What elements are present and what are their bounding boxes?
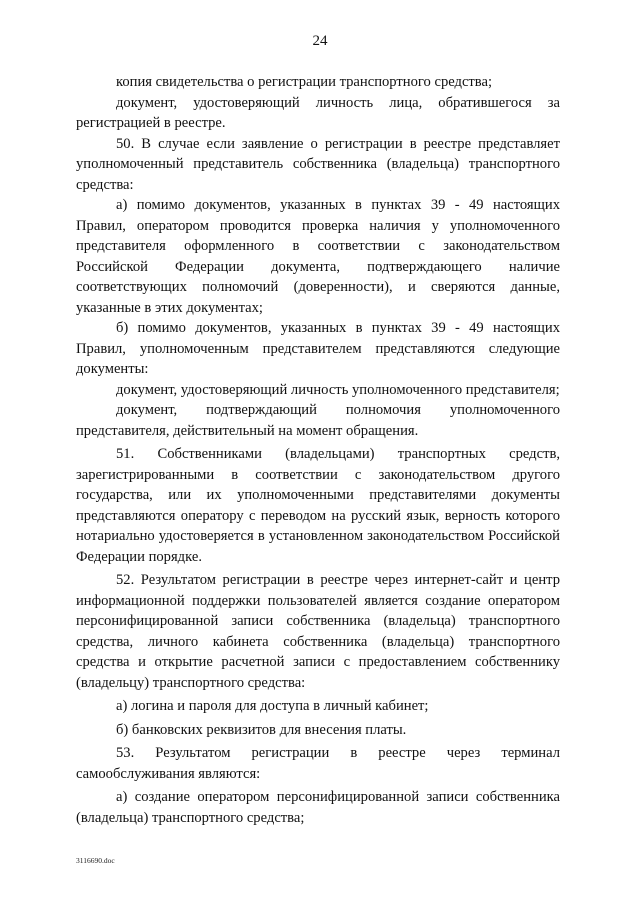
paragraph-certificate-copy: копия свидетельства о регистрации транспортного средства; [116, 74, 493, 90]
paragraph-item-52b: б) банковских реквизитов для внесения платы. [116, 721, 407, 738]
paragraph-item-50b: б) помимо документов, указанных в пунктах 39 - 49 настоящих Правил, уполномоченным представителем представляются следующие документы: [76, 320, 560, 377]
paragraph-item-52a: а) логина и пароля для доступа в личный кабинет; [116, 698, 429, 714]
document-body [76, 72, 560, 828]
paragraph-item-50a: а) помимо документов, указанных в пунктах 39 - 49 настоящих Правил, оператором проводится проверка наличия у уполномоченного представителя оформленного в соответствии с законодательством Российской Федерации документа, подтверждающего наличие соответствующих полномочий (доверенности), и сверяются данные, указанные в этих документах; [76, 197, 560, 316]
paragraph-item-50: 50. В случае если заявление о регистрации в реестре представляет уполномоченный представитель собственника (владельца) транспортного средства: [76, 135, 560, 193]
paragraph-item-52: 52. Результатом регистрации в реестре через интернет-сайт и центр информационной поддержки пользователей является создание оператором персонифицированной записи собственника (владельца) транспортного средства, личного кабинета собственника (владельца) транспортного средства и открытие расчетной записи с предоставлением собственнику (владельцу) транспортного средства: [76, 572, 560, 691]
footer-filename: 3116690.doc [76, 856, 115, 865]
paragraph-representative-identity: документ, удостоверяющий личность уполномоченного представителя; [116, 381, 560, 398]
paragraph-item-53a: а) создание оператором персонифицированной записи собственника (владельца) транспортного средства; [76, 789, 560, 826]
page-number: 24 [312, 33, 328, 49]
paragraph-representative-authority: документ, подтверждающий полномочия уполномоченного представителя, действительный на момент обращения. [76, 402, 560, 439]
paragraph-item-51: 51. Собственниками (владельцами) транспортных средств, зарегистрированными в соответствии с законодательством другого государства, или их уполномоченными представителями документы представляются оператору с переводом на русский язык, верность которого нотариально удостоверяется в установленном законодательством Российской Федерации порядке. [76, 446, 560, 565]
paragraph-item-53: 53. Результатом регистрации в реестре через терминал самообслуживания являются: [76, 745, 560, 782]
paragraph-identity-document: документ, удостоверяющий личность лица, обратившегося за регистрацией в реестре. [76, 94, 560, 131]
